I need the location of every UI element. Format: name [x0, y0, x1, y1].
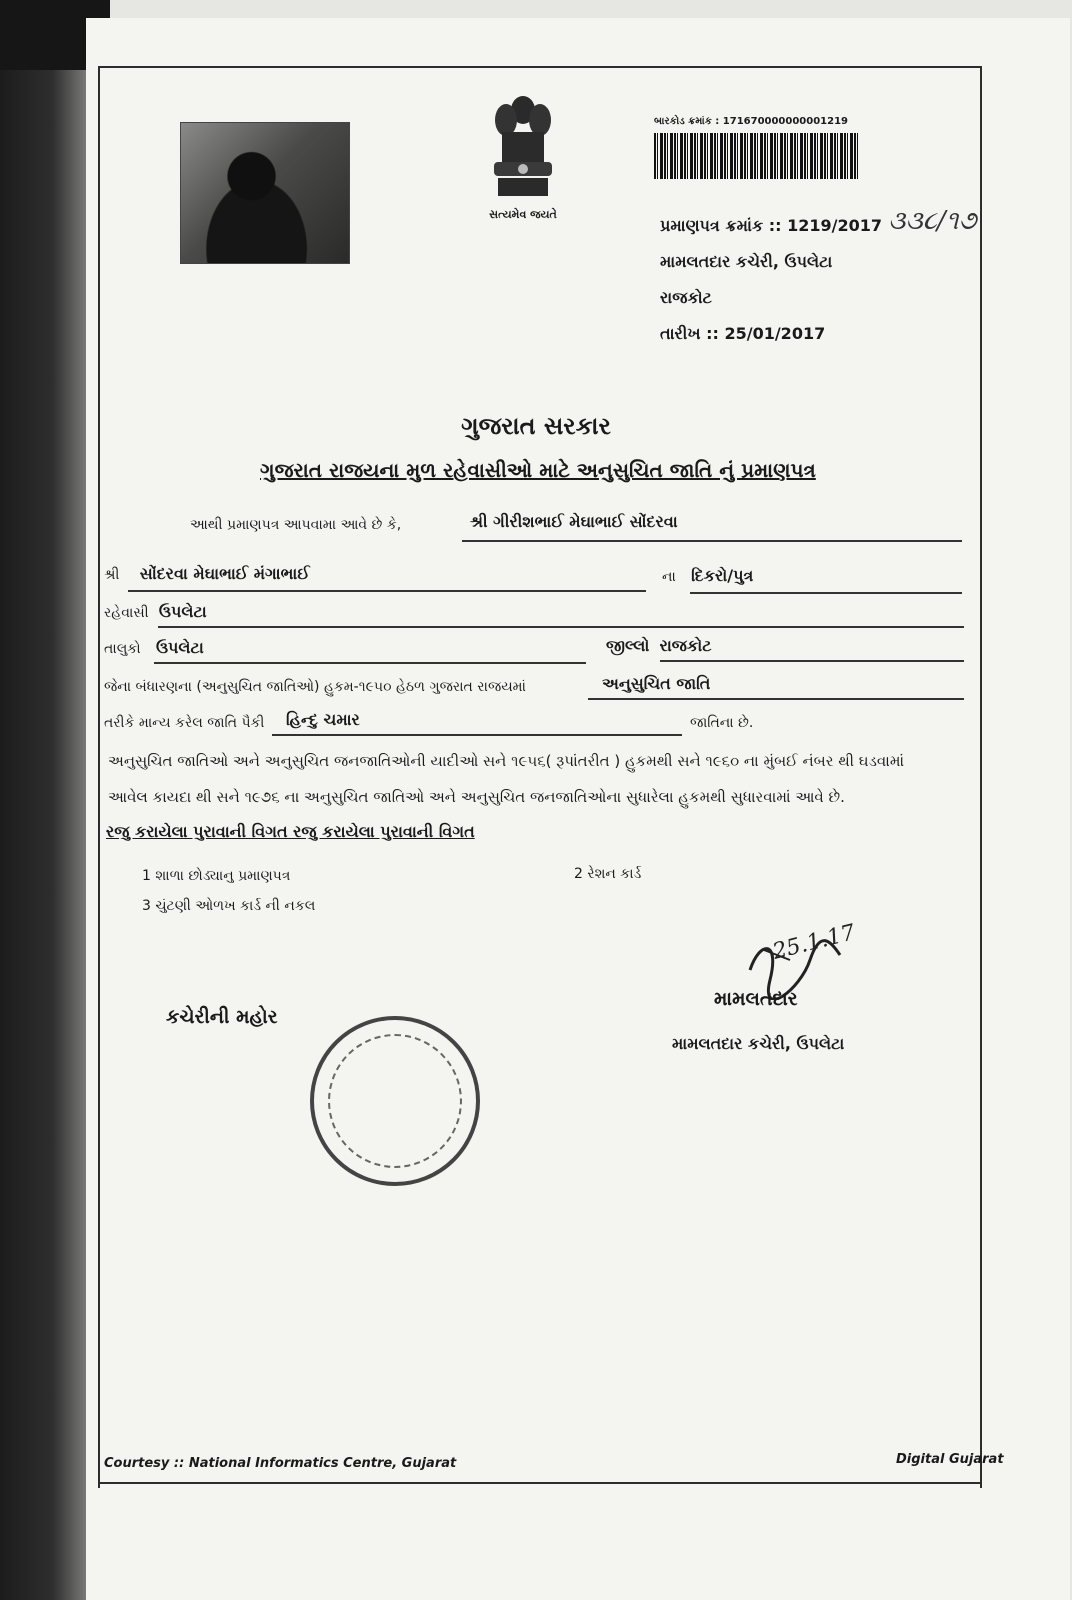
district-value: રાજકોટ: [659, 636, 712, 655]
evidence-item-1: 1 શાળા છોડ્યાનુ પ્રમાણપત્ર: [142, 868, 291, 884]
footer-brand: Digital Gujarat: [896, 1452, 1004, 1467]
taluka-value: ઉપલેટા: [155, 638, 204, 657]
shri-label: શ્રી: [104, 567, 120, 583]
signatory-title: મામલતદાર: [714, 988, 798, 1010]
father-underline: [128, 590, 646, 592]
barcode-label: બારકોડ ક્રમાંક : 171670000000001219: [654, 116, 849, 127]
district-label: જીલ્લો: [606, 636, 650, 655]
district-underline: [660, 660, 964, 662]
caste-row: [104, 712, 264, 731]
constitution-underline: [588, 698, 964, 700]
handwritten-date: 25.1.17: [770, 920, 858, 965]
caste-underline: [272, 734, 682, 736]
applicant-underline: [462, 540, 962, 542]
caste-suffix: જાતિના છે.: [690, 715, 754, 731]
caste-value: હિન્દુ ચમાર: [286, 710, 360, 729]
district-row: [606, 636, 712, 656]
stamp-label: કચેરીની મહોર: [166, 1006, 278, 1028]
scan-background-edge: [0, 0, 96, 1600]
na-label: ના: [662, 569, 676, 585]
intro-label: આથી પ્રમાણપત્ર આપવામા આવે છે કે,: [190, 517, 402, 533]
issuing-office: મામલતદાર કચેરી, ઉપલેટા: [660, 252, 833, 271]
recognized-label: તરીકે માન્ય કરેલ જાતિ પૈકી: [104, 715, 265, 731]
resident-underline: [158, 626, 964, 628]
certificate-title: ગુજરાત રાજયના મુળ રહેવાસીઓ માટે અનુસુચિત જાતિ નું પ્રમાણપત્ર: [260, 458, 816, 482]
applicant-photo: [180, 122, 350, 264]
taluka-row: [104, 638, 204, 658]
taluka-label: તાલુકો: [104, 641, 141, 657]
certificate-number: પ્રમાણપત્ર ક્રમાંક :: 1219/2017: [660, 216, 882, 235]
caste-suffix-row: [690, 712, 753, 731]
evidence-item-3: 3 ચુંટણી ઓળખ કાર્ડ ની નકલ: [142, 898, 316, 914]
signatory-office: મામલતદાર કચેરી, ઉપલેટા: [672, 1034, 845, 1053]
resident-label: રહેવાસી: [104, 605, 149, 621]
resident-row: [104, 602, 207, 622]
constitution-label: જેના બંધારણના (અનુસુચિત જાતિઓ) હુકમ-૧૯૫૦ હેઠળ ગુજરાત રાજયમાં: [104, 679, 526, 695]
footer-courtesy: Courtesy :: National Informatics Centre, Gujarat: [104, 1456, 457, 1471]
barcode: [654, 133, 860, 179]
taluka-underline: [154, 662, 586, 664]
relation-value: દિકરો/પુત્ર: [691, 566, 754, 585]
constitution-value: અનુસુચિત જાતિ: [602, 674, 711, 693]
father-row: [104, 564, 310, 584]
relation-underline: [690, 592, 962, 594]
certificate-meta: [660, 208, 882, 352]
office-seal-icon: [310, 1016, 480, 1186]
government-title: ગુજરાત સરકાર: [461, 412, 611, 440]
constitution-value-row: [602, 674, 710, 694]
evidence-item-2: 2 રેશન કાર્ડ: [574, 866, 642, 882]
intro-label-row: [190, 514, 401, 533]
applicant-name: શ્રી ગીરીશભાઈ મેઘાભાઈ સોંદરવા: [470, 512, 678, 531]
applicant-row: [470, 512, 678, 532]
constitution-row: [104, 676, 526, 695]
handwritten-number: ૩૩૮/૧૭: [888, 206, 977, 236]
issuing-district: રાજકોટ: [660, 288, 712, 307]
evidence-heading: રજુ કરાયેલા પુરાવાની વિગત રજુ કરાયેલા પુરાવાની વિગત: [106, 822, 475, 841]
relation-row: [662, 566, 753, 586]
paragraph-line-2: આવેલ કાયદા થી સને ૧૯૭૬ ના અનુસુચિત જાતિઓ અને અનુસુચિત જનજાતિઓના સુધારેલા હુકમથી સુધારવામાં આવે છે.: [108, 788, 845, 806]
paragraph-line-1: અનુસુચિત જાતિઓ અને અનુસુચિત જનજાતિઓની યાદીઓ સને ૧૯૫૬( રૂપાંતરીત ) હુકમથી સને ૧૯૬૦ ના મુંબઈ નંબર થી ઘડવામાં: [108, 752, 905, 770]
father-name: સોંદરવા મેઘાભાઈ મંગાભાઈ: [139, 564, 310, 583]
national-emblem-icon: [482, 92, 564, 202]
caste-value-row: [286, 710, 360, 730]
issue-date: તારીખ :: 25/01/2017: [660, 324, 826, 343]
emblem-caption: સત્યમેવ જયતે: [489, 208, 557, 221]
resident-value: ઉપલેટા: [158, 602, 207, 621]
footer-rule: [98, 1482, 982, 1484]
